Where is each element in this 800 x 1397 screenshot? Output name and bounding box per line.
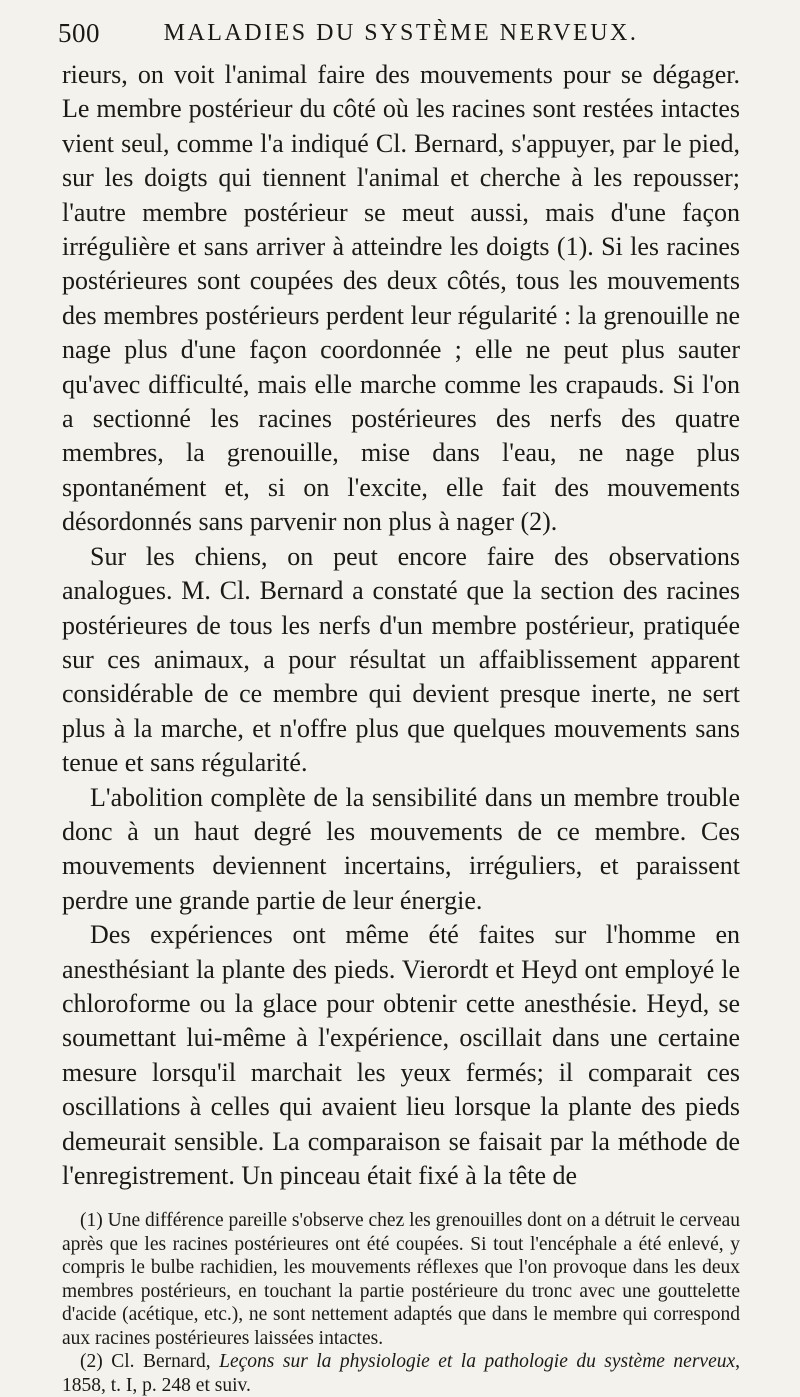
running-title: MALADIES DU SYSTÈME NERVEUX.: [163, 20, 639, 46]
page-number: 500: [58, 18, 100, 48]
running-head: [58, 14, 740, 58]
paragraph-dogs: Sur les chiens, on peut encore faire des observations analogues. M. Cl. Bernard a constaté que la section des racines postérieures de tous les nerfs d'un membre postérieur, pratiquée sur ces animaux, a pour résultat un affaiblissement apparent considérable de ce membre qui devient presque inerte, ne sert plus à la marche, et n'offre plus que quelques mouvements sans tenue et sans régularité.: [62, 541, 740, 778]
body-text: [62, 58, 740, 1193]
paragraph-experiments: Des expériences ont même été faites sur l'homme en anesthésiant la plante des pieds. Vierordt et Heyd ont employé le chloroforme ou la glace pour obtenir cette anesthésie. Heyd, se soumettant lui-même à l'expérience, oscillait dans une certaine mesure lorsqu'il marchait les yeux fermés; il comparait ces oscillations à celles qui avaient lieu lorsque la plante des pieds demeurait sensible. La comparaison se faisait par la méthode de l'enregistrement. Un pinceau était fixé à la tête de: [62, 920, 740, 1190]
paragraph-abolition: L'abolition complète de la sensibilité dans un membre trouble donc à un haut degré les mouvements de ce membre. Ces mouvements deviennent incertains, irréguliers, et paraissent perdre une grande partie de leur énergie.: [62, 782, 740, 915]
footnote-2-suffix: , 1858, t. I, p. 248 et suiv.: [62, 1351, 740, 1396]
footnote-2: [62, 1350, 740, 1397]
footnote-1: (1) Une différence pareille s'observe chez les grenouilles dont on a détruit le cerveau après que les racines postérieures ont été coupées. Si tout l'encéphale a été enlevé, y compris le bulbe rachidien, les mouvements réflexes que l'on provoque dans les deux membres postérieurs, en touchant la partie postérieure du tronc avec une gouttelette d'acide (acétique, etc.), ne sont nettement adaptés que dans le membre qui correspond aux racines postérieures laissées intactes.: [62, 1210, 740, 1349]
footnotes: [62, 1209, 740, 1397]
footnote-2-title: Leçons sur la physiologie et la pathologie du système nerveux: [219, 1351, 736, 1373]
paragraph-continued: rieurs, on voit l'animal faire des mouvements pour se dégager. Le membre postérieur du côté où les racines sont restées intactes vient seul, comme l'a indiqué Cl. Bernard, s'appuyer, par le pied, sur les doigts qui tiennent l'animal et cherche à les repousser; l'autre membre postérieur se meut aussi, mais d'une façon irrégulière et sans arriver à atteindre les doigts (1). Si les racines postérieures sont coupées des deux côtés, tous les mouvements des membres postérieurs perdent leur régularité : la grenouille ne nage plus d'une façon coordonnée ; elle ne peut plus sauter qu'avec difficulté, mais elle marche comme les crapauds. Si l'on a sectionné les racines postérieures des nerfs des quatre membres, la grenouille, mise dans l'eau, ne nage plus spontanément et, si on l'excite, elle fait des mouvements désordonnés sans parvenir non plus à nager (2).: [62, 60, 740, 537]
footnote-2-prefix: (2) Cl. Bernard,: [80, 1351, 220, 1373]
